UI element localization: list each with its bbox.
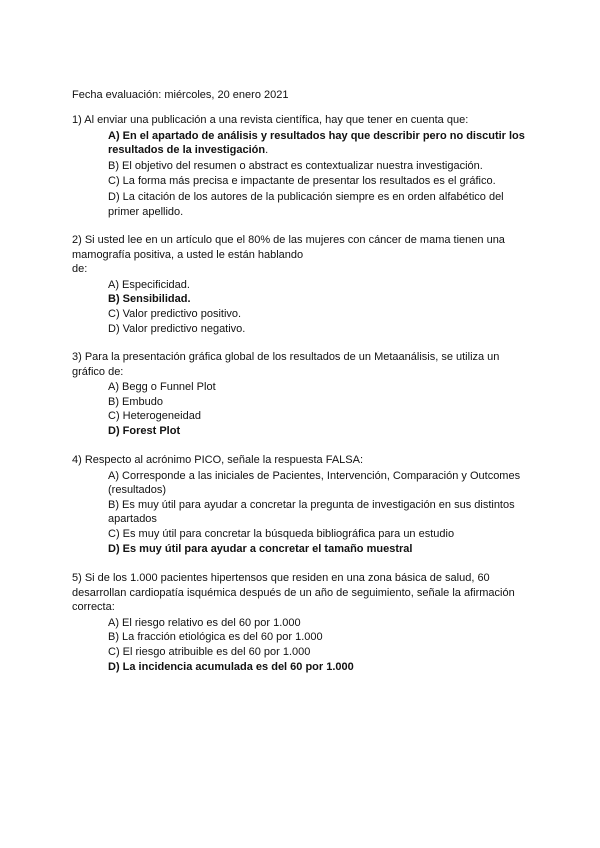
answer-option-a: A) El riesgo relativo es del 60 por 1.000 <box>108 616 301 629</box>
answer-option-a <box>108 129 528 158</box>
answer-option-c: C) Valor predictivo positivo. <box>108 307 242 320</box>
answer-option-a: A) Corresponde a las iniciales de Pacientes, Intervención, Comparación y Outcomes (resultados) <box>108 469 521 497</box>
question-text: 5) Si de los 1.000 pacientes hipertensos que residen en una zona básica de salud, 60 desarrollan cardiopatía isquémica después de un año de seguimiento, señale la afirmación correcta: <box>72 572 515 614</box>
answer-option-c: C) Heterogeneidad <box>108 410 201 423</box>
question-4 <box>72 453 532 556</box>
answer-option-c: C) Es muy útil para concretar la búsqueda bibliográfica para un estudio <box>108 527 455 540</box>
question-3 <box>72 350 532 439</box>
question-text: 2) Si usted lee en un artículo que el 80% de las mujeres con cáncer de mama tienen una mamografía positiva, a usted le están hablando <box>72 234 505 261</box>
question-5 <box>72 571 532 674</box>
question-1 <box>72 113 532 219</box>
answer-option-d: D) Forest Plot <box>108 424 181 437</box>
answer-option-a: A) Begg o Funnel Plot <box>108 381 216 394</box>
answer-option-d: D) La citación de los autores de la publicación siempre es en orden alfabético del primer apellido. <box>108 190 504 218</box>
evaluation-date: Fecha evaluación: miércoles, 20 enero 2021 <box>72 89 289 101</box>
answer-option-b: B) La fracción etiológica es del 60 por 1.000 <box>108 631 323 644</box>
option-text: A) En el apartado de análisis y resultados hay que describir pero no discutir los resultados de la investigación <box>108 129 525 157</box>
answer-option-b: B) Es muy útil para ayudar a concretar la pregunta de investigación en sus distintos apartados <box>108 498 515 526</box>
answer-option-b: B) El objetivo del resumen o abstract es contextualizar nuestra investigación. <box>108 159 483 172</box>
option-suffix: . <box>265 144 269 157</box>
question-text: 3) Para la presentación gráfica global de los resultados de un Metaanálisis, se utiliza un gráfico de: <box>72 351 500 378</box>
answer-option-c: C) La forma más precisa e impactante de presentar los resultados es el gráfico. <box>108 175 496 188</box>
answer-option-b: B) Sensibilidad. <box>108 293 191 306</box>
answer-option-a: A) Especificidad. <box>108 278 190 291</box>
question-text: 1) Al enviar una publicación a una revista científica, hay que tener en cuenta que: <box>72 114 469 126</box>
answer-option-d: D) La incidencia acumulada es del 60 por 1.000 <box>108 660 354 673</box>
answer-option-d: D) Valor predictivo negativo. <box>108 322 246 335</box>
answer-option-c: C) El riesgo atribuible es del 60 por 1.000 <box>108 645 311 658</box>
answer-option-d: D) Es muy útil para ayudar a concretar el tamaño muestral <box>108 542 413 555</box>
answer-option-b: B) Embudo <box>108 395 164 408</box>
question-text: 4) Respecto al acrónimo PICO, señale la respuesta FALSA: <box>72 454 364 466</box>
question-text-continuation: de: <box>72 263 88 276</box>
question-2 <box>72 233 532 336</box>
